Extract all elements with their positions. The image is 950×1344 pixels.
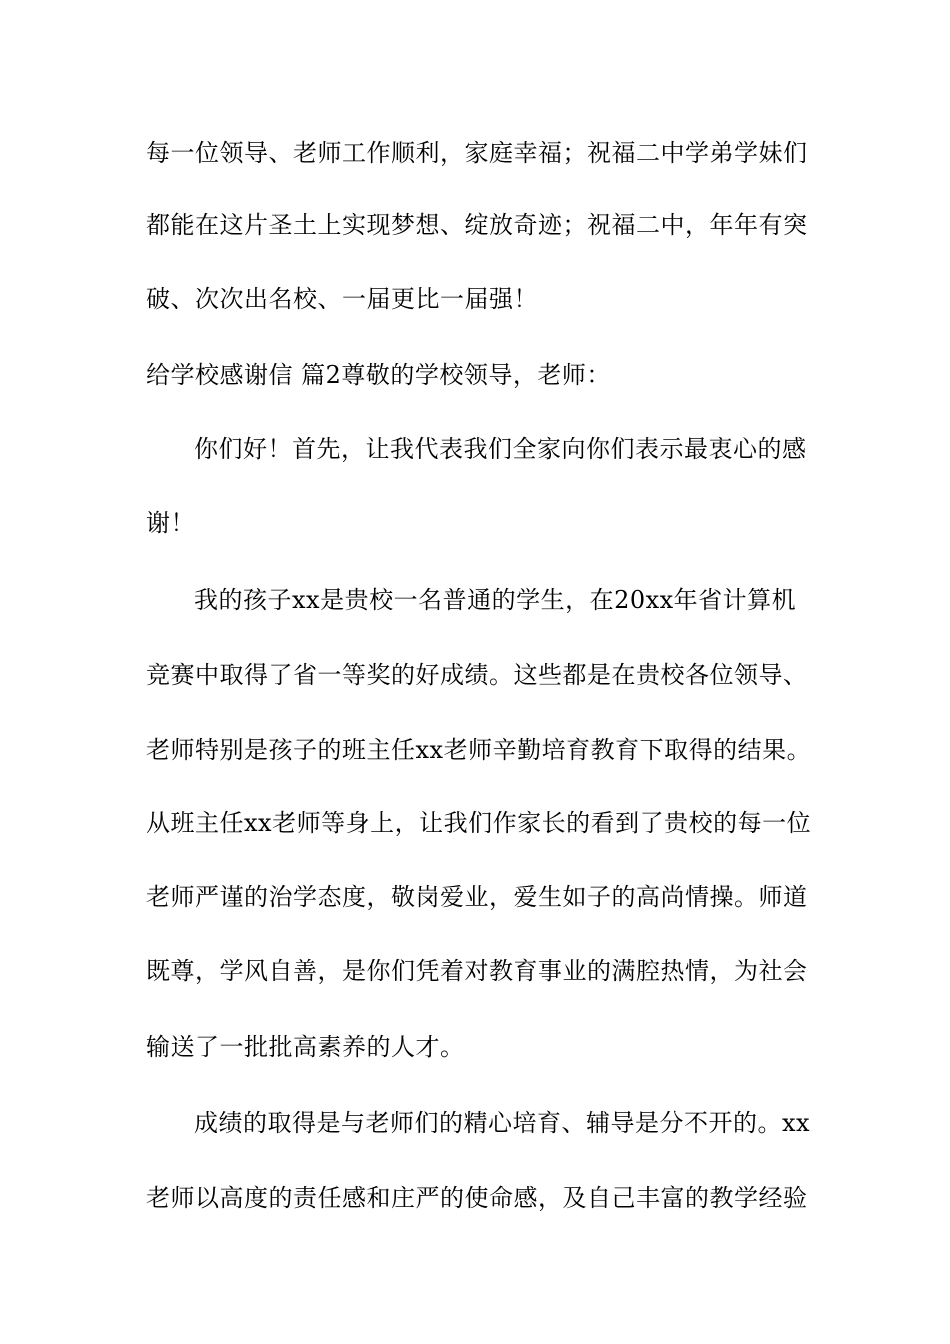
text-line: 每一位领导、老师工作顺利，家庭幸福；祝福二中学弟学妹们 <box>146 139 808 167</box>
text-line: 老师严谨的治学态度，敬岗爱业，爱生如子的高尚情操。师道 <box>146 883 808 911</box>
text-line: 从班主任xx老师等身上，让我们作家长的看到了贵校的每一位 <box>146 809 812 837</box>
text-line: 我的孩子xx是贵校一名普通的学生，在20xx年省计算机 <box>194 586 797 614</box>
section-heading: 给学校感谢信 篇2尊敬的学校领导，老师： <box>146 361 611 389</box>
text-line: 破、次次出名校、一届更比一届强！ <box>146 285 538 313</box>
text-line: 老师特别是孩子的班主任xx老师辛勤培育教育下取得的结果。 <box>146 736 812 764</box>
text-line: 输送了一批批高素养的人才。 <box>146 1033 465 1061</box>
text-line: 既尊，学风自善，是你们凭着对教育事业的满腔热情，为社会 <box>146 957 808 985</box>
text-line: 成绩的取得是与老师们的精心培育、辅导是分不开的。xx <box>194 1109 811 1137</box>
text-line: 你们好！首先，让我代表我们全家向你们表示最衷心的感 <box>194 435 807 463</box>
text-line: 谢！ <box>146 509 195 537</box>
text-line: 都能在这片圣土上实现梦想、绽放奇迹；祝福二中，年年有突 <box>146 211 808 239</box>
text-line: 竞赛中取得了省一等奖的好成绩。这些都是在贵校各位领导、 <box>146 661 808 689</box>
text-line: 老师以高度的责任感和庄严的使命感，及自己丰富的教学经验 <box>146 1184 808 1212</box>
